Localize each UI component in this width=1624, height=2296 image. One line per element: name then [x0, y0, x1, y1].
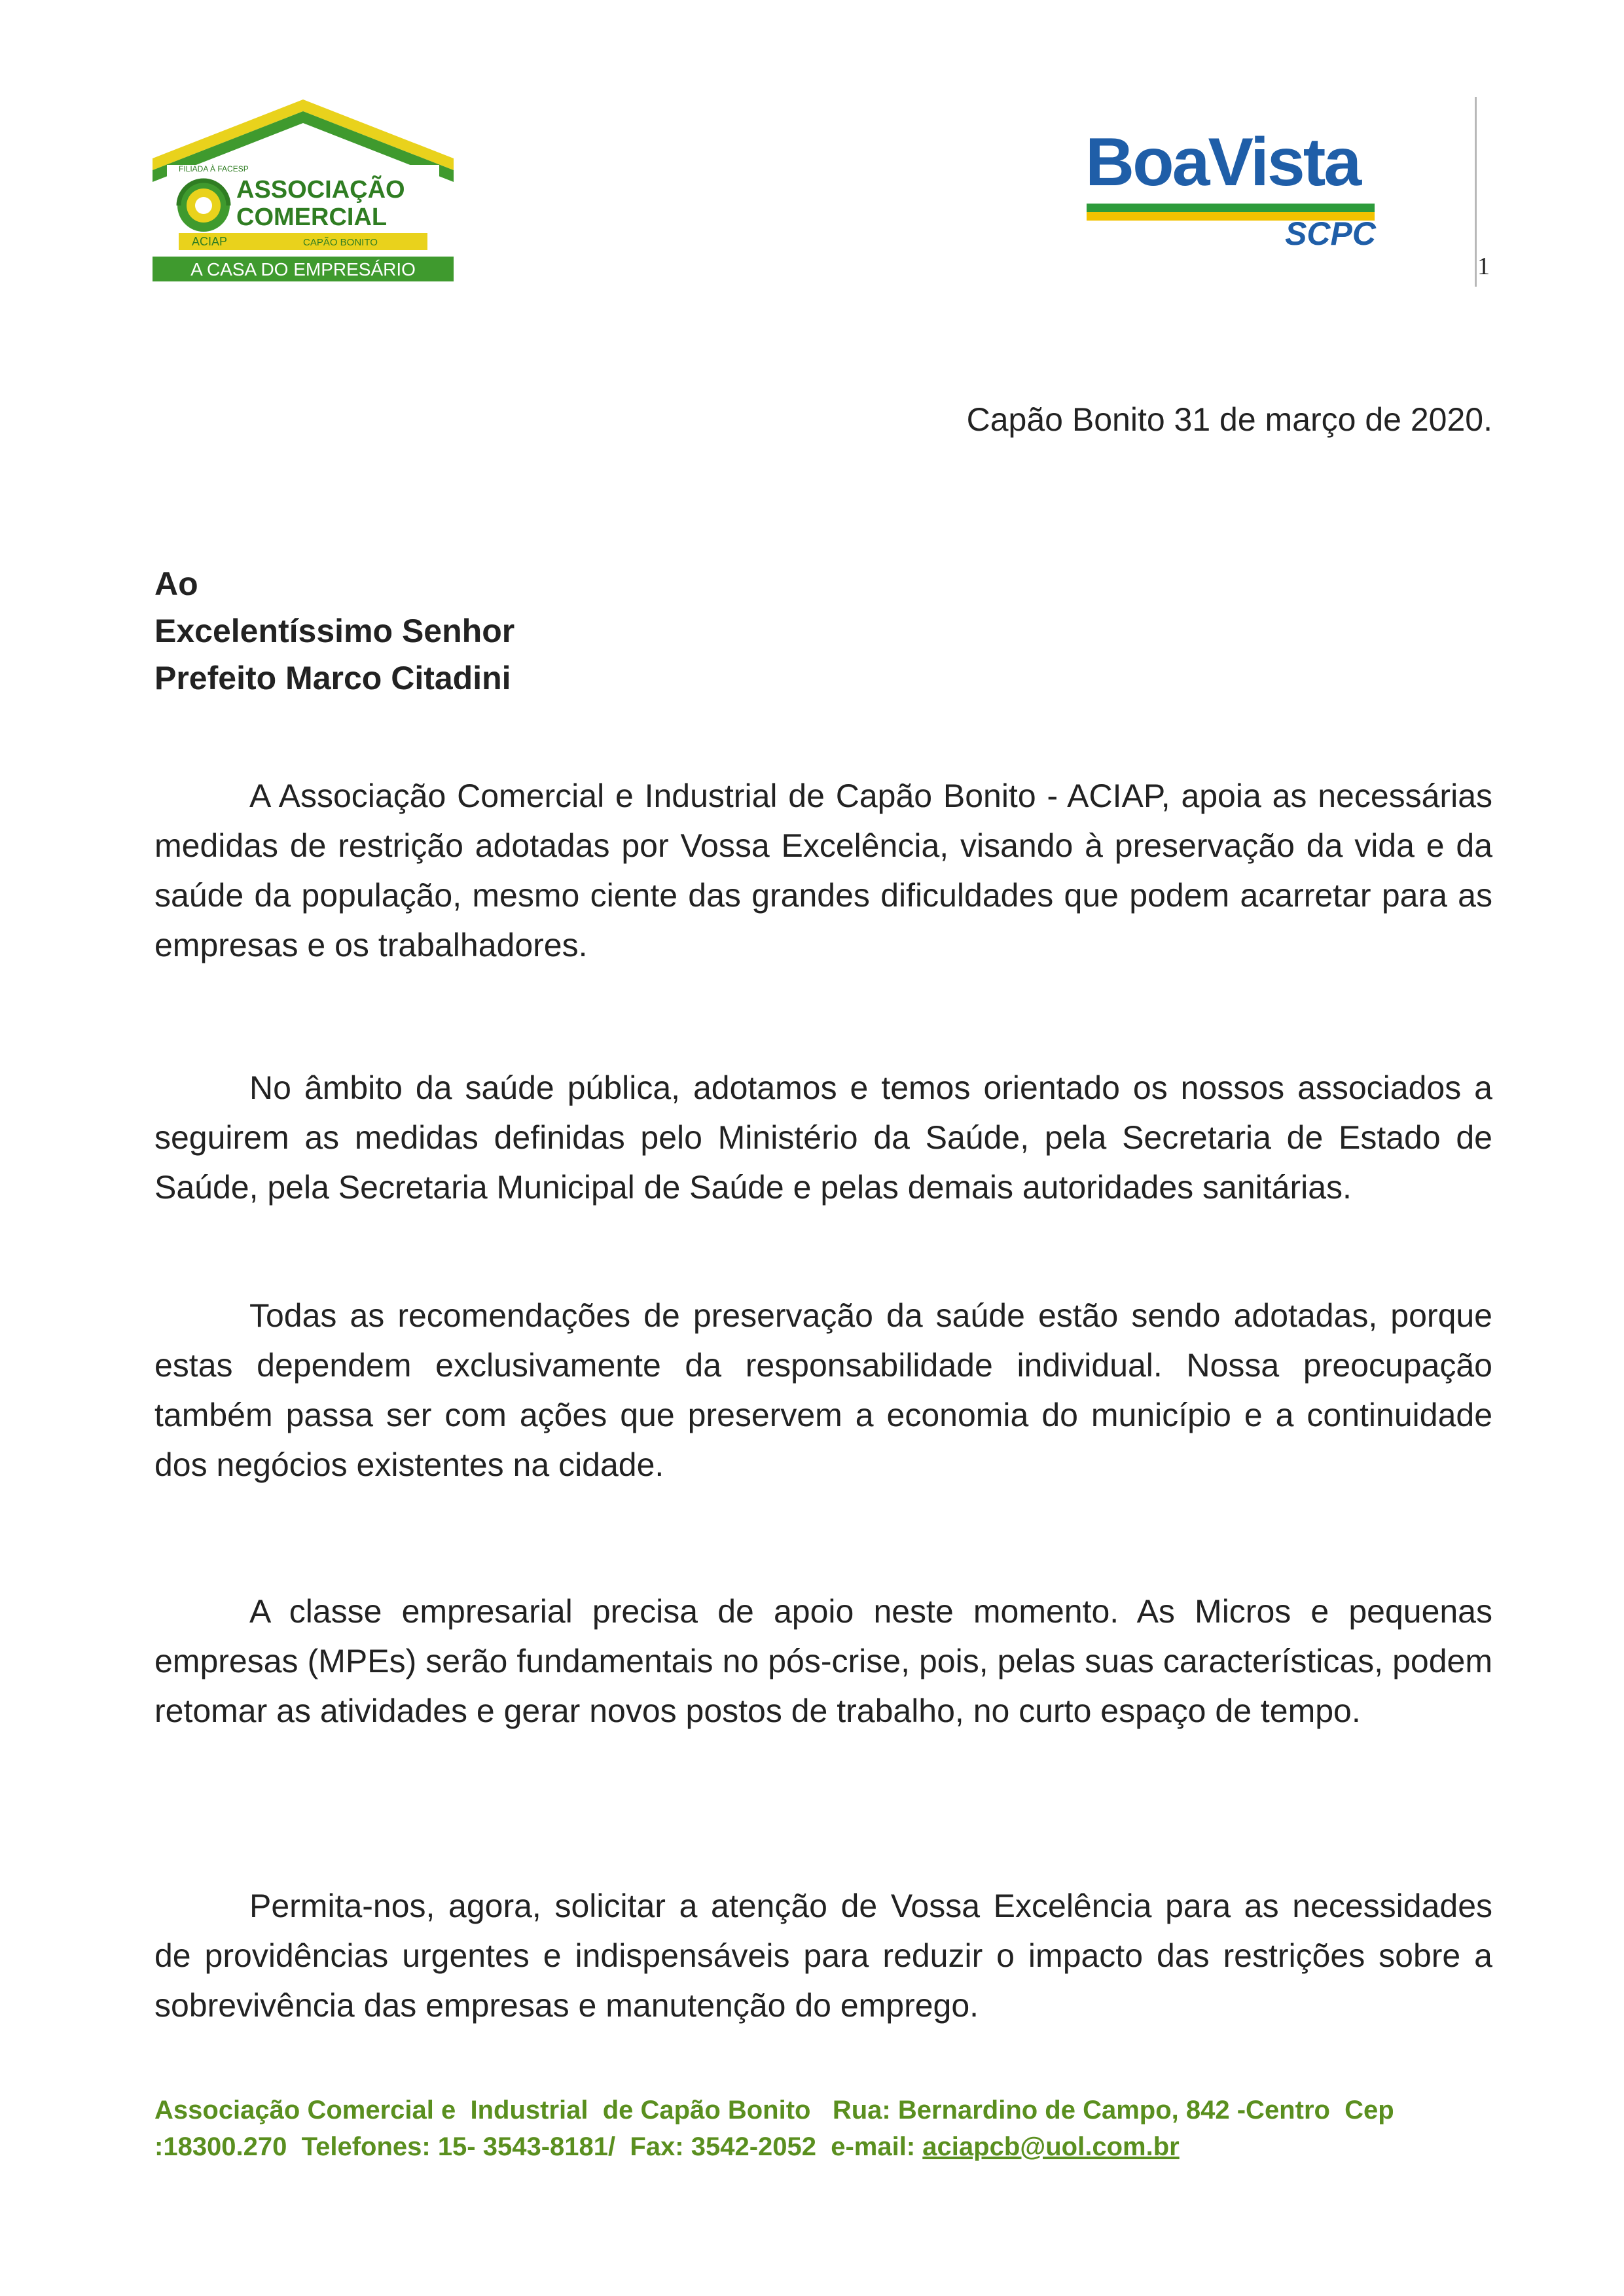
letter-date: Capão Bonito 31 de março de 2020. — [966, 401, 1492, 438]
footer-contact-text: :18300.270 Telefones: 15- 3543-8181/ Fax: 3542-2052 e-mail: — [154, 2132, 923, 2161]
paragraph: A classe empresarial precisa de apoio neste momento. As Micros e pequenas empresas (MPEs) serão fundamentais no pós-crise, pois, pelas suas características, podem retomar as atividades e gerar novos postos de trabalho, no curto espaço de tempo. — [154, 1593, 1492, 1729]
boavista-title: BoaVista — [1085, 124, 1360, 200]
footer-email-link[interactable]: aciapcb@uol.com.br — [922, 2132, 1180, 2161]
aciap-right-tag: CAPÃO BONITO — [303, 237, 378, 248]
aciap-line1: ASSOCIAÇÃO — [236, 176, 405, 204]
boavista-subtitle: SCPC — [1285, 215, 1376, 252]
paragraph: A Associação Comercial e Industrial de Capão Bonito - ACIAP, apoia as necessárias medidas de restrição adotadas por Vossa Excelência, visando à preservação da vida e da saúde da população, mesmo ciente das grandes dificuldades que podem acarretar para as empresas e os trabalhadores. — [154, 778, 1492, 963]
aciap-line2: COMERCIAL — [236, 204, 388, 231]
addressee-line: Ao — [154, 565, 198, 602]
addressee-block — [154, 560, 514, 702]
paragraph: Todas as recomendações de preservação da saúde estão sendo adotadas, porque estas dependem exclusivamente da responsabilidade individual. Nossa preocupação também passa ser com ações que preservem a economia do município e a continuidade dos negócios existentes na cidade. — [154, 1297, 1492, 1483]
footer-address-line: Associação Comercial e Industrial de Capão Bonito Rua: Bernardino de Campo, 842 -Centro Cep — [154, 2096, 1394, 2125]
aciap-logo — [153, 99, 454, 281]
aciap-top-text: FILIADA À FACESP — [179, 164, 249, 173]
aciap-left-tag: ACIAP — [192, 235, 228, 248]
footer — [154, 2092, 1464, 2165]
addressee-line: Prefeito Marco Citadini — [154, 660, 511, 696]
footer-contact-line — [154, 2128, 1464, 2165]
paragraph: No âmbito da saúde pública, adotamos e temos orientado os nossos associados a seguirem as medidas definidas pelo Ministério da Saúde, pela Secretaria de Estado de Saúde, pela Secretaria Municipal de Saúde e pelas demais autoridades sanitárias. — [154, 1069, 1492, 1206]
header-rule — [1475, 97, 1477, 287]
aciap-banner: A CASA DO EMPRESÁRIO — [190, 259, 416, 279]
boavista-green-stripe — [1087, 204, 1375, 212]
page-number: 1 — [1477, 253, 1490, 280]
addressee-line: Excelentíssimo Senhor — [154, 613, 515, 649]
paragraph: Permita-nos, agora, solicitar a atenção de Vossa Excelência para as necessidades de providências urgentes e indispensáveis para reduzir o impacto das restrições sobre a sobrevivência das empresas e manutenção do emprego. — [154, 1888, 1492, 2024]
boavista-logo — [1085, 124, 1380, 259]
